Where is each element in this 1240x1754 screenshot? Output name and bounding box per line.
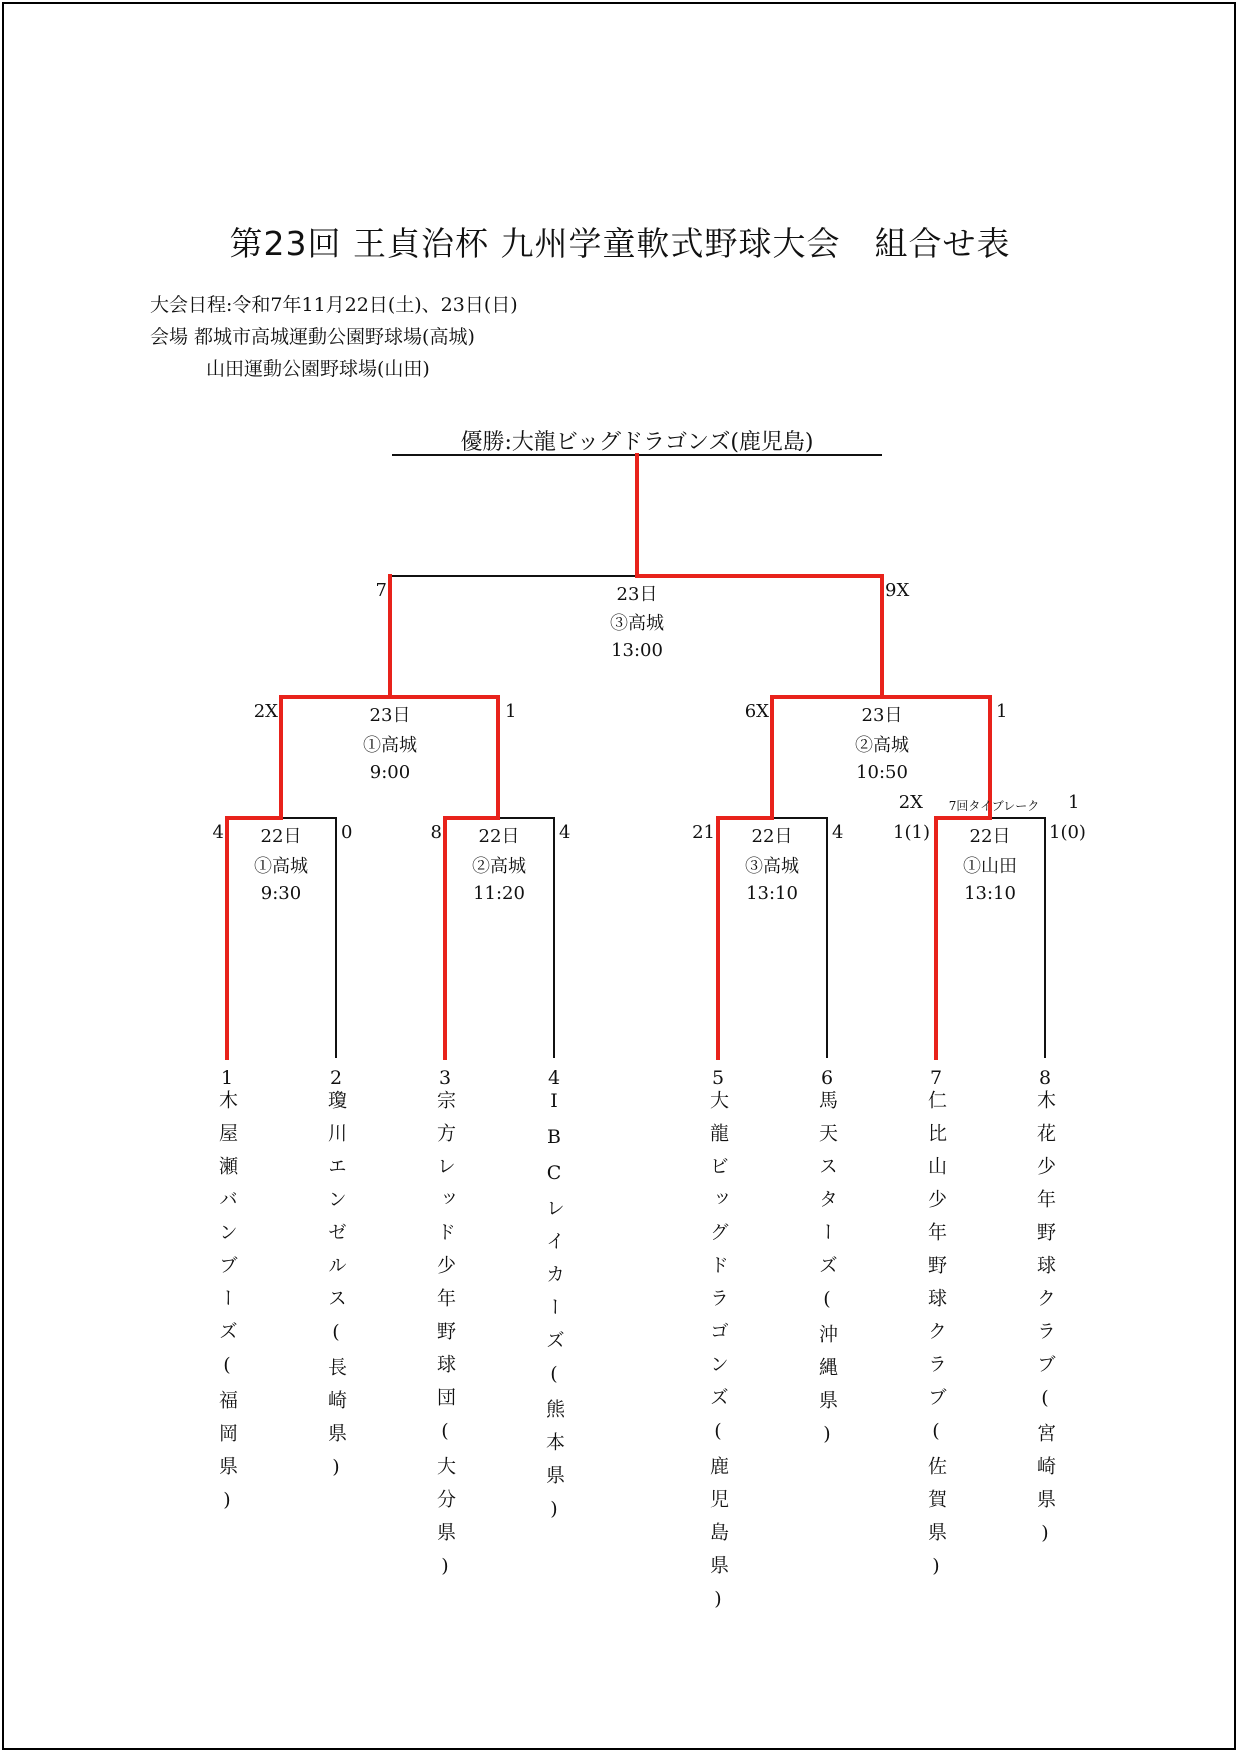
team-entry xyxy=(539,1066,569,1539)
team-entry xyxy=(321,1066,351,1497)
match2-score-right: 4 xyxy=(559,822,571,843)
match1-score-right: 0 xyxy=(341,822,353,843)
team-number: 5 xyxy=(711,1067,725,1089)
team-name: 馬天スターズ(沖縄県) xyxy=(816,1090,838,1459)
team-name: IBCレイカーズ(熊本県) xyxy=(543,1090,565,1534)
champion-label: 優勝:大龍ビッグドラゴンズ(鹿児島) xyxy=(460,430,814,455)
match1-score-left: 4 xyxy=(212,822,224,843)
semi1-date: 23日 xyxy=(369,705,411,726)
match1-date: 22日 xyxy=(260,826,302,847)
tiebreak-note: 7回タイブレーク xyxy=(948,799,1040,813)
team-name: 大龍ビッグドラゴンズ(鹿児島県) xyxy=(707,1090,729,1624)
match3-time: 13:10 xyxy=(746,883,798,904)
team-number: 1 xyxy=(220,1067,234,1089)
semi2-score-right: 1 xyxy=(996,701,1008,722)
semi2-time: 10:50 xyxy=(856,762,908,783)
match4-score-right: 1(0) xyxy=(1049,822,1086,843)
match2-score-left: 8 xyxy=(430,822,442,843)
semi2-place: ②高城 xyxy=(855,735,909,756)
team-entry xyxy=(812,1066,842,1464)
team-entry xyxy=(430,1066,460,1596)
schedule-text: 大会日程:令和7年11月22日(土)、23日(日) xyxy=(150,294,518,316)
semi2-date: 23日 xyxy=(861,705,903,726)
team-entry xyxy=(703,1066,733,1629)
match1-place: ①高城 xyxy=(254,856,308,877)
match3-score-right: 4 xyxy=(832,822,844,843)
final-left-arm xyxy=(390,576,637,671)
match4-date: 22日 xyxy=(969,826,1011,847)
match4-time: 13:10 xyxy=(964,883,1016,904)
match2-place: ②高城 xyxy=(472,856,526,877)
page-title: 第23回 王貞治杯 九州学童軟式野球大会 組合せ表 xyxy=(229,224,1011,263)
team-number: 6 xyxy=(820,1067,834,1089)
semi1-score-right: 1 xyxy=(505,701,517,722)
final-time: 13:00 xyxy=(611,640,663,661)
match1-time: 9:30 xyxy=(260,883,302,904)
semi1-score-left: 2X xyxy=(253,701,278,722)
semi2-score-left: 6X xyxy=(744,701,769,722)
team-number: 2 xyxy=(329,1067,343,1089)
semi1-time: 9:00 xyxy=(369,762,411,783)
match2-date: 22日 xyxy=(478,826,520,847)
match3-place: ③高城 xyxy=(745,856,799,877)
match2-time: 11:20 xyxy=(473,883,525,904)
team-name: 瓊川エンゼルス(長崎県) xyxy=(325,1090,347,1492)
semi1-place: ①高城 xyxy=(363,735,417,756)
match3-score-left: 21 xyxy=(692,822,715,843)
team-name: 木花少年野球クラブ(宮崎県) xyxy=(1034,1090,1056,1558)
team-number: 3 xyxy=(438,1067,452,1089)
tiebreak-score-left: 2X xyxy=(898,792,923,813)
match4-score-left: 1(1) xyxy=(893,822,930,843)
winner-final xyxy=(637,455,882,697)
team-entry xyxy=(921,1066,951,1596)
final-score-right: 9X xyxy=(885,580,910,601)
team-number: 8 xyxy=(1038,1067,1052,1089)
team-entry xyxy=(1030,1066,1060,1563)
final-place: ③高城 xyxy=(610,613,664,634)
match4-place: ①山田 xyxy=(963,856,1017,877)
team-number: 7 xyxy=(929,1067,943,1089)
team-entry xyxy=(212,1066,242,1530)
team-name: 宗方レッド少年野球団(大分県) xyxy=(434,1090,456,1591)
final-date: 23日 xyxy=(616,584,658,605)
venue-text-2: 山田運動公園野球場(山田) xyxy=(206,358,430,380)
team-name: 木屋瀬バンブーズ(福岡県) xyxy=(216,1090,238,1525)
venue-text: 会場 都城市高城運動公園野球場(高城) xyxy=(150,326,475,348)
team-name: 仁比山少年野球クラブ(佐賀県) xyxy=(925,1090,947,1591)
match3-date: 22日 xyxy=(751,826,793,847)
tiebreak-score-right: 1 xyxy=(1068,792,1080,813)
team-number: 4 xyxy=(547,1067,561,1089)
final-score-left: 7 xyxy=(375,580,387,601)
